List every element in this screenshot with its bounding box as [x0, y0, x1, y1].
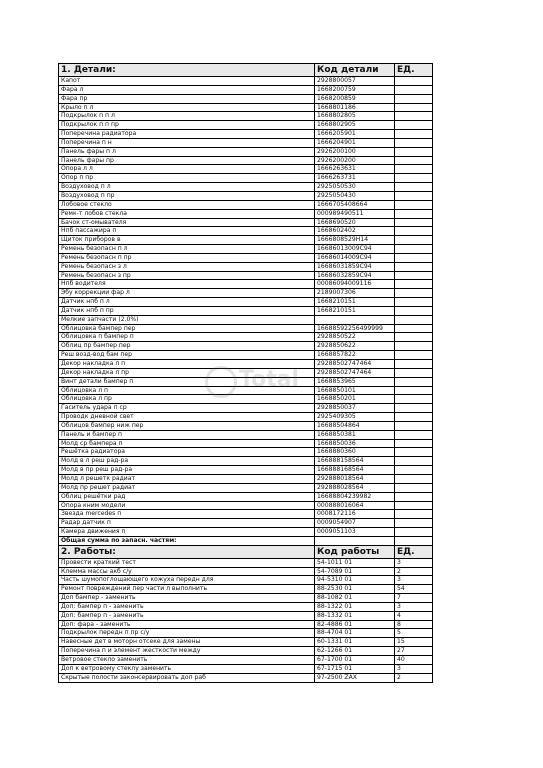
code-cell: 16686032859C94	[315, 271, 395, 280]
name-cell: Молд в пр реш рад-ра	[59, 466, 315, 475]
works-row	[59, 620, 433, 629]
name-cell: Радар датчик п	[59, 519, 315, 528]
qty-cell	[395, 165, 433, 174]
code-cell: 2928850622	[315, 342, 395, 351]
code-cell: 1668690520	[315, 218, 395, 227]
qty-cell: 3	[395, 602, 433, 611]
qty-cell: 15	[395, 638, 433, 647]
name-cell: Панель фары п л	[59, 147, 315, 156]
qty-cell	[395, 156, 433, 165]
name-cell: Поперечина п и элемент жесткости между	[59, 647, 315, 656]
parts-row	[59, 510, 433, 519]
qty-cell: 7	[395, 594, 433, 603]
name-cell: Доп: фара - заменить	[59, 620, 315, 629]
code-cell: 1666263731	[315, 174, 395, 183]
qty-cell	[395, 245, 433, 254]
code-cell: 1668210151	[315, 298, 395, 307]
small-parts-row	[59, 315, 433, 324]
code-cell: 1668850381	[315, 430, 395, 439]
code-cell: 88-1322 01	[315, 602, 395, 611]
qty-cell	[395, 483, 433, 492]
name-cell: Опор п пр	[59, 174, 315, 183]
name-cell: Облицовка п бампер п	[59, 333, 315, 342]
parts-row	[59, 94, 433, 103]
name-cell: Облицовка л п	[59, 386, 315, 395]
qty-cell	[395, 519, 433, 528]
code-cell: 1668880360	[315, 448, 395, 457]
parts-row	[59, 271, 433, 280]
parts-row	[59, 121, 433, 130]
code-cell: 1666205901	[315, 130, 395, 139]
parts-row	[59, 306, 433, 315]
watermark-text: Total	[239, 367, 300, 392]
name-cell: Поперечина радиатора	[59, 130, 315, 139]
qty-cell	[395, 183, 433, 192]
code-cell: 1666204901	[315, 138, 395, 147]
parts-row	[59, 191, 433, 200]
qty-cell: 4	[395, 611, 433, 620]
qty-cell: 2	[395, 673, 433, 682]
parts-row	[59, 333, 433, 342]
parts-row	[59, 351, 433, 360]
code-cell: 16686013009C94	[315, 245, 395, 254]
name-cell: Облицовка л пр	[59, 395, 315, 404]
parts-row	[59, 413, 433, 422]
name-cell: Подкрылок п п пр	[59, 121, 315, 130]
qty-cell	[395, 536, 433, 545]
qty-cell	[395, 218, 433, 227]
qty-cell	[395, 298, 433, 307]
code-cell: 67-1715 01	[315, 664, 395, 673]
qty-cell	[395, 280, 433, 289]
code-cell: 00086094009116	[315, 280, 395, 289]
name-cell: Щиток приборов в	[59, 236, 315, 245]
code-cell: 1668210151	[315, 306, 395, 315]
code-cell: 2925409305	[315, 413, 395, 422]
parts-row	[59, 236, 433, 245]
code-cell: 67-1700 01	[315, 656, 395, 665]
qty-cell	[395, 421, 433, 430]
works-row	[59, 664, 433, 673]
qty-cell	[395, 85, 433, 94]
code-cell: 1666808529H14	[315, 236, 395, 245]
parts-row	[59, 501, 433, 510]
parts-row	[59, 218, 433, 227]
qty-cell: ЕД.	[395, 545, 433, 558]
name-cell: Поперечина п н	[59, 138, 315, 147]
name-cell: Фара л	[59, 85, 315, 94]
name-cell: Реш возд-вод бам пер	[59, 351, 315, 360]
code-cell: 000888016064	[315, 501, 395, 510]
name-cell: Ремень безопасн п л	[59, 245, 315, 254]
code-cell: 16686031859C94	[315, 262, 395, 271]
code-cell: 54-7089 01	[315, 567, 395, 576]
qty-cell: 3	[395, 664, 433, 673]
qty-cell	[395, 501, 433, 510]
code-cell: 1668857822	[315, 351, 395, 360]
parts-row	[59, 474, 433, 483]
qty-cell	[395, 209, 433, 218]
qty-cell: 27	[395, 647, 433, 656]
name-cell: Доп к ветровому стеклу заменить	[59, 664, 315, 673]
qty-cell	[395, 227, 433, 236]
parts-row	[59, 174, 433, 183]
works-row	[59, 558, 433, 567]
parts-row	[59, 448, 433, 457]
qty-cell	[395, 200, 433, 209]
name-cell: Скрытые полости законсервировать доп раб	[59, 673, 315, 682]
qty-cell	[395, 306, 433, 315]
parts-row	[59, 130, 433, 139]
code-cell: 1668850101	[315, 386, 395, 395]
code-cell	[315, 536, 395, 545]
code-cell: 62-1266 01	[315, 647, 395, 656]
qty-cell	[395, 112, 433, 121]
parts-row	[59, 289, 433, 298]
parts-row	[59, 298, 433, 307]
code-cell: 16686014009C94	[315, 253, 395, 262]
name-cell: Облиц решётки рад	[59, 492, 315, 501]
code-cell: 2928850522	[315, 333, 395, 342]
code-cell: 88-4704 01	[315, 629, 395, 638]
works-row	[59, 594, 433, 603]
parts-row	[59, 404, 433, 413]
code-cell: 16688592256499999	[315, 324, 395, 333]
code-cell: 54-1011 01	[315, 558, 395, 567]
parts-row	[59, 156, 433, 165]
qty-cell	[395, 510, 433, 519]
qty-cell: ЕД.	[395, 64, 433, 77]
code-cell: 16688804239982	[315, 492, 395, 501]
name-cell: Молд л решетк радиат	[59, 474, 315, 483]
parts-row	[59, 200, 433, 209]
qty-cell	[395, 253, 433, 262]
parts-row	[59, 138, 433, 147]
code-cell	[315, 315, 395, 324]
qty-cell: 2	[395, 567, 433, 576]
qty-cell	[395, 138, 433, 147]
qty-cell	[395, 324, 433, 333]
code-cell: 2189007306	[315, 289, 395, 298]
qty-cell	[395, 368, 433, 377]
name-cell: Камера движения п	[59, 528, 315, 537]
qty-cell	[395, 439, 433, 448]
qty-cell	[395, 147, 433, 156]
qty-cell	[395, 351, 433, 360]
name-cell: Крыло п л	[59, 103, 315, 112]
name-cell: Декор накладка л п	[59, 360, 315, 369]
code-cell: 1668801186	[315, 103, 395, 112]
parts-row	[59, 165, 433, 174]
code-cell: 1668802805	[315, 112, 395, 121]
name-cell: Облицов бампер ниж пер	[59, 421, 315, 430]
code-cell: Код работы	[315, 545, 395, 558]
code-cell: 60-1331 01	[315, 638, 395, 647]
works-header-row	[59, 545, 433, 558]
code-cell: 1666263631	[315, 165, 395, 174]
name-cell: Провести краткий тест	[59, 558, 315, 567]
code-cell: 1668602402	[315, 227, 395, 236]
name-cell: Опора кним модели	[59, 501, 315, 510]
code-cell: 88-1082 01	[315, 594, 395, 603]
qty-cell	[395, 94, 433, 103]
name-cell: Навесные дет в моторн отсеке для замены	[59, 638, 315, 647]
code-cell: 1668850036	[315, 439, 395, 448]
code-cell: 1668850201	[315, 395, 395, 404]
qty-cell	[395, 315, 433, 324]
code-cell: 97-2500 ZAX	[315, 673, 395, 682]
qty-cell	[395, 430, 433, 439]
code-cell: 1666705408664	[315, 200, 395, 209]
name-cell: Фара пр	[59, 94, 315, 103]
parts-row	[59, 457, 433, 466]
name-cell: Датчик нпб п л	[59, 298, 315, 307]
works-row	[59, 602, 433, 611]
works-row	[59, 647, 433, 656]
code-cell: 292888018564	[315, 474, 395, 483]
works-row	[59, 611, 433, 620]
code-cell: 29288502747464	[315, 368, 395, 377]
qty-cell	[395, 342, 433, 351]
name-cell: Доп: бампер п - заменить	[59, 611, 315, 620]
name-cell: 1. Детали:	[59, 64, 315, 77]
qty-cell	[395, 448, 433, 457]
parts-header-row	[59, 64, 433, 77]
code-cell: 166888158564	[315, 457, 395, 466]
qty-cell	[395, 289, 433, 298]
name-cell: Нпб водителя	[59, 280, 315, 289]
watermark-logo	[205, 360, 335, 400]
name-cell: Подкрылок п п л	[59, 112, 315, 121]
name-cell: Опора л л	[59, 165, 315, 174]
works-row	[59, 629, 433, 638]
parts-row	[59, 439, 433, 448]
qty-cell	[395, 262, 433, 271]
parts-row	[59, 421, 433, 430]
works-row	[59, 673, 433, 682]
qty-cell	[395, 121, 433, 130]
qty-cell	[395, 386, 433, 395]
watermark-ring-icon	[205, 366, 237, 398]
name-cell: Ремк-т лобов стекла	[59, 209, 315, 218]
qty-cell: 3	[395, 576, 433, 585]
name-cell: Бачок ст-омывателя	[59, 218, 315, 227]
qty-cell: 8	[395, 620, 433, 629]
parts-row	[59, 324, 433, 333]
parts-row	[59, 519, 433, 528]
code-cell: 0008172116	[315, 510, 395, 519]
name-cell: Молд ср бампера п	[59, 439, 315, 448]
code-cell: 1668853965	[315, 377, 395, 386]
qty-cell	[395, 395, 433, 404]
code-cell: 0009051103	[315, 528, 395, 537]
name-cell: Ремень безопасн з пр	[59, 271, 315, 280]
code-cell: 166888168564	[315, 466, 395, 475]
code-cell: 1668802905	[315, 121, 395, 130]
parts-row	[59, 183, 433, 192]
name-cell: Воздуховод п пр	[59, 191, 315, 200]
code-cell: 16688504864	[315, 421, 395, 430]
qty-cell	[395, 130, 433, 139]
works-row	[59, 585, 433, 594]
qty-cell	[395, 271, 433, 280]
name-cell: Винт детали бампер п	[59, 377, 315, 386]
name-cell: Часть шумопоглощающего кожуха передн для	[59, 576, 315, 585]
code-cell: Код детали	[315, 64, 395, 77]
code-cell: 2928800057	[315, 77, 395, 86]
parts-row	[59, 342, 433, 351]
qty-cell	[395, 457, 433, 466]
parts-row	[59, 103, 433, 112]
qty-cell	[395, 174, 433, 183]
code-cell: 292888028564	[315, 483, 395, 492]
works-row	[59, 576, 433, 585]
parts-row	[59, 430, 433, 439]
code-cell: 2925050430	[315, 191, 395, 200]
name-cell: Нпб пассажира п	[59, 227, 315, 236]
qty-cell: 5	[395, 629, 433, 638]
parts-row	[59, 245, 433, 254]
code-cell: 94-5310 01	[315, 576, 395, 585]
code-cell: 2926200200	[315, 156, 395, 165]
name-cell: 2. Работы:	[59, 545, 315, 558]
name-cell: Ремень безопасн п пр	[59, 253, 315, 262]
parts-row	[59, 280, 433, 289]
qty-cell: 3	[395, 558, 433, 567]
parts-total-label: Общая сумма по запасн. частям:	[59, 536, 315, 545]
name-cell: Подкрылок передн п пр с/у	[59, 629, 315, 638]
name-cell: Ремонт повреждений пер части л выполнить	[59, 585, 315, 594]
parts-row	[59, 483, 433, 492]
qty-cell	[395, 466, 433, 475]
qty-cell: 54	[395, 585, 433, 594]
code-cell: 2925050530	[315, 183, 395, 192]
parts-row	[59, 147, 433, 156]
parts-row	[59, 253, 433, 262]
parts-row	[59, 209, 433, 218]
name-cell: Датчик нпб п пр	[59, 306, 315, 315]
name-cell: Воздуховод п л	[59, 183, 315, 192]
code-cell: 88-1332 01	[315, 611, 395, 620]
qty-cell	[395, 404, 433, 413]
qty-cell	[395, 492, 433, 501]
name-cell: Эбу коррекции фар л	[59, 289, 315, 298]
works-row	[59, 656, 433, 665]
works-row	[59, 567, 433, 576]
parts-row	[59, 492, 433, 501]
name-cell: Звезда mercedes п	[59, 510, 315, 519]
parts-row	[59, 466, 433, 475]
code-cell: 82-4886 01	[315, 620, 395, 629]
code-cell: 29288502747464	[315, 360, 395, 369]
code-cell: 1668200759	[315, 85, 395, 94]
name-cell: Решётка радиатора	[59, 448, 315, 457]
name-cell: Доп бампер - заменить	[59, 594, 315, 603]
qty-cell	[395, 236, 433, 245]
qty-cell	[395, 360, 433, 369]
name-cell: Доп: бампер п - заменить	[59, 602, 315, 611]
code-cell: 88-2530 01	[315, 585, 395, 594]
parts-row	[59, 227, 433, 236]
works-row	[59, 638, 433, 647]
parts-row	[59, 85, 433, 94]
parts-row	[59, 262, 433, 271]
qty-cell	[395, 528, 433, 537]
code-cell: 0009054907	[315, 519, 395, 528]
qty-cell	[395, 103, 433, 112]
name-cell: Молд в л реш рад-ра	[59, 457, 315, 466]
code-cell: 2928850037	[315, 404, 395, 413]
small-parts-label: Мелкие запчасти (2.0%)	[59, 315, 315, 324]
code-cell: 2926200100	[315, 147, 395, 156]
name-cell: Панель и бампер п	[59, 430, 315, 439]
parts-row	[59, 112, 433, 121]
qty-cell	[395, 77, 433, 86]
name-cell: Клемма массы акб с/у	[59, 567, 315, 576]
name-cell: Ремень безопасн з л	[59, 262, 315, 271]
code-cell: 000989490511	[315, 209, 395, 218]
code-cell: 1668200859	[315, 94, 395, 103]
name-cell: Капот	[59, 77, 315, 86]
qty-cell: 40	[395, 656, 433, 665]
name-cell: Ветровое стекло заменить	[59, 656, 315, 665]
name-cell: Облицовка бампер пер	[59, 324, 315, 333]
name-cell: Лобовое стекло	[59, 200, 315, 209]
qty-cell	[395, 413, 433, 422]
parts-row	[59, 77, 433, 86]
qty-cell	[395, 377, 433, 386]
parts-row	[59, 528, 433, 537]
qty-cell	[395, 333, 433, 342]
name-cell: Декор накладка л пр	[59, 368, 315, 377]
name-cell: Проводк дневной свет	[59, 413, 315, 422]
parts-total-row	[59, 536, 433, 545]
qty-cell	[395, 191, 433, 200]
qty-cell	[395, 474, 433, 483]
name-cell: Гаситель удара п ср	[59, 404, 315, 413]
name-cell: Панель фары пр	[59, 156, 315, 165]
name-cell: Молд пр решет радиат	[59, 483, 315, 492]
name-cell: Облиц пр бампер пер	[59, 342, 315, 351]
